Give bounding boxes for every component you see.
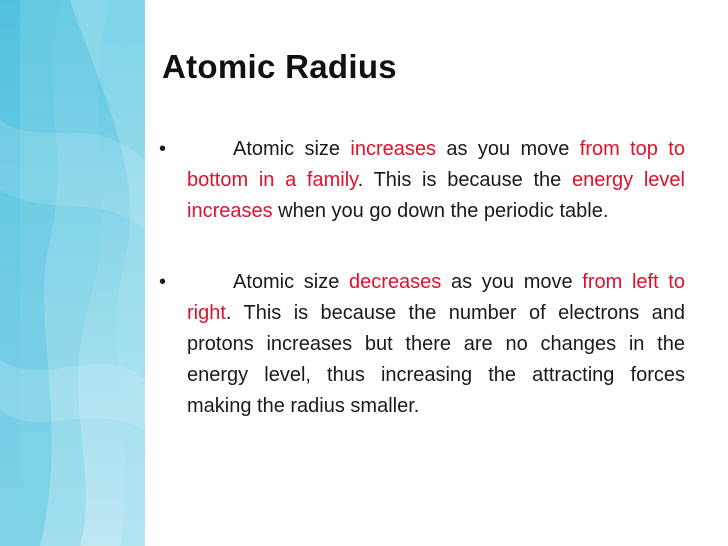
text-segment: . This is because the number of electrons and protons increases but there are no changes in the energy level, thus increasing the attracting forces making the radius smaller. [187,302,685,417]
text-segment: as you move [436,138,580,160]
bullet-list [159,134,685,462]
text-segment: . This is because the [357,169,573,191]
highlight-text: increases [350,138,437,160]
text-segment: when you go down the periodic table. [272,200,609,222]
highlight-text: from top to bottom in a family [187,138,685,191]
slide-title: Atomic Radius [162,48,397,85]
decorative-wave-shapes [0,0,145,546]
bullet-item-increases [159,134,685,227]
slide-content [145,0,728,546]
bullet-marker: • [159,271,167,293]
highlight-text: decreases [349,271,442,293]
text-segment: as you move [441,271,583,293]
highlight-text: from left to right [187,271,685,324]
highlight-text: energy level increases [187,169,685,222]
decorative-side-panel [0,0,145,546]
text-segment: Atomic size [233,138,351,160]
bullet-item-decreases [159,267,685,422]
text-segment: Atomic size [233,271,350,293]
bullet-marker: • [159,138,167,160]
